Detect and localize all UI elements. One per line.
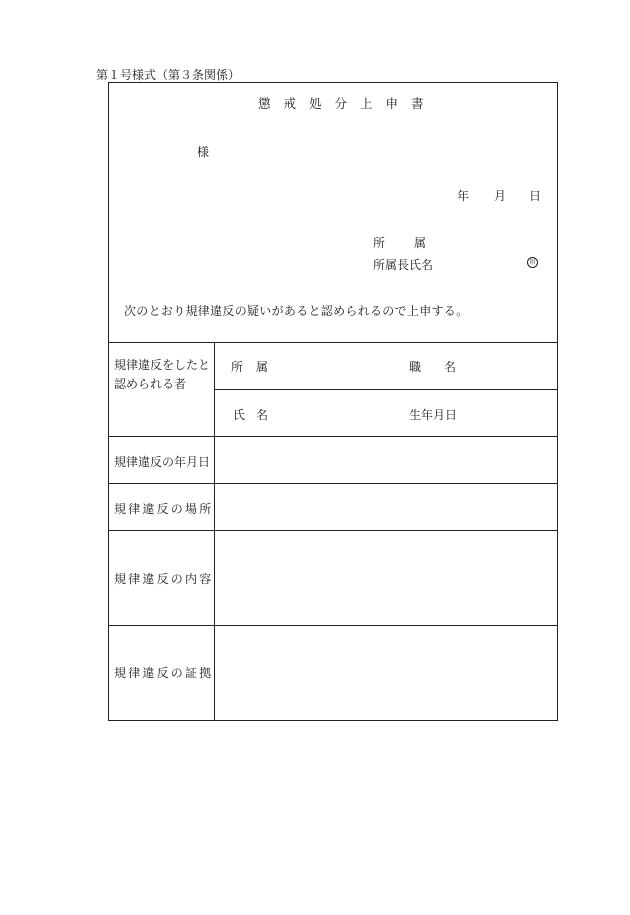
statement-text: 次のとおり規律違反の疑いがあると認められるので上申する。 — [124, 304, 469, 318]
table-rule-4 — [108, 530, 558, 531]
sender-affiliation-label: 所属 — [373, 236, 456, 250]
table-column-divider — [214, 342, 215, 720]
violator-inner-rule — [214, 389, 558, 390]
table-rule-2 — [108, 436, 558, 437]
document-title: 懲戒処分上申書 — [258, 96, 437, 111]
seal-mark-icon: 印 — [527, 257, 538, 268]
sender-head-name-label: 所属長氏名 — [373, 258, 434, 272]
violator-name-label: 氏名 — [233, 408, 280, 422]
row-label-violation-date: 規律違反の年月日 — [114, 455, 211, 469]
row-label-violation-place: 規律違反の場所 — [114, 502, 214, 516]
addressee-suffix: 様 — [197, 145, 210, 159]
violator-position-label: 職名 — [409, 360, 480, 374]
row-label-violator: 規律違反をしたと認められる者 — [114, 358, 211, 391]
date-day-label: 日 — [529, 189, 542, 203]
row-label-violation-evidence: 規律違反の証拠 — [114, 666, 214, 680]
violator-affiliation-label: 所属 — [231, 360, 282, 374]
table-rule-3 — [108, 483, 558, 484]
violator-birthdate-label: 生年月日 — [409, 408, 458, 422]
table-rule-5 — [108, 625, 558, 626]
table-top-rule — [108, 342, 558, 343]
form-number-label: 第１号様式（第３条関係） — [96, 68, 241, 82]
date-month-label: 月 — [494, 189, 507, 203]
row-label-violation-content: 規律違反の内容 — [114, 572, 214, 586]
date-year-label: 年 — [457, 189, 470, 203]
